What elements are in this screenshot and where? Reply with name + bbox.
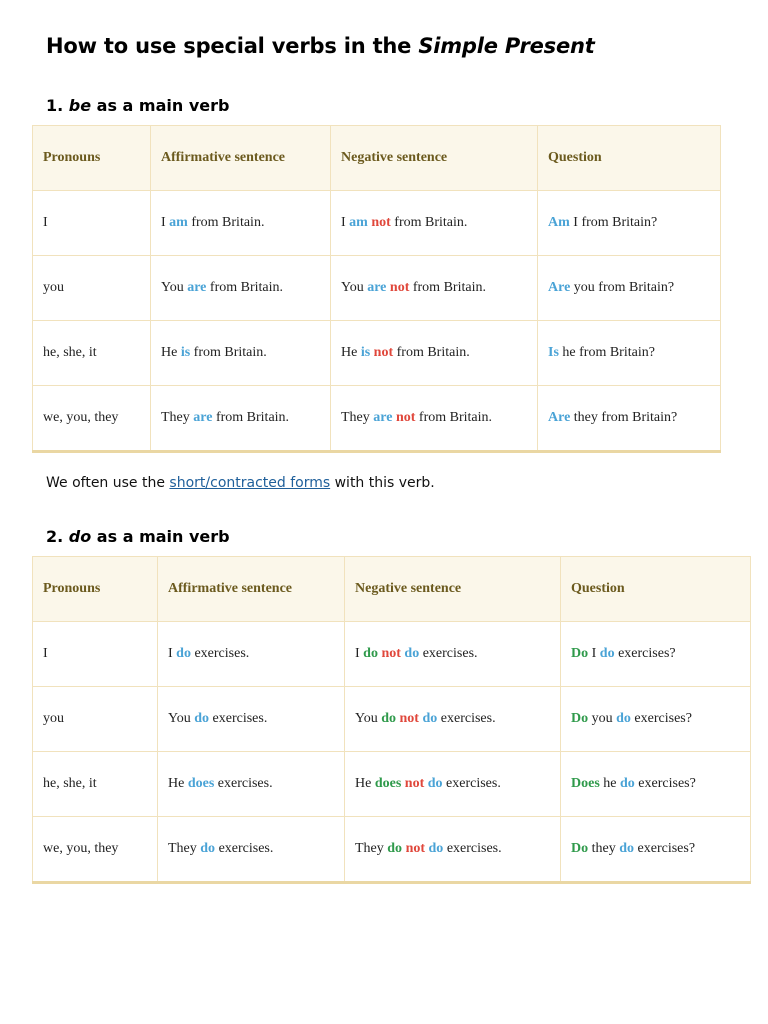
highlighted-word: is bbox=[360, 345, 371, 360]
sentence-text: from Britain. bbox=[409, 280, 486, 295]
question-cell bbox=[538, 256, 721, 321]
highlighted-word: Am bbox=[548, 215, 570, 230]
section-heading-be bbox=[46, 96, 229, 115]
table-row bbox=[33, 256, 721, 321]
section-verb: be bbox=[68, 96, 92, 115]
highlighted-word: do bbox=[194, 711, 210, 726]
header-negative: Negative sentence bbox=[331, 126, 538, 191]
sentence-text: you bbox=[588, 711, 617, 726]
highlighted-word: do bbox=[599, 646, 615, 661]
highlighted-word: does bbox=[374, 776, 402, 791]
highlighted-word: do bbox=[381, 711, 397, 726]
highlighted-word: Does bbox=[571, 776, 600, 791]
sentence-text: they bbox=[588, 841, 620, 856]
sentence-text: You bbox=[168, 711, 195, 726]
sentence-text: you from Britain? bbox=[570, 280, 675, 295]
pronoun-cell: I bbox=[33, 191, 151, 256]
pronoun-cell: he, she, it bbox=[33, 321, 151, 386]
sentence-text: They bbox=[161, 410, 194, 425]
sentence-text: They bbox=[355, 841, 388, 856]
affirmative-cell bbox=[151, 191, 331, 256]
sentence-text: exercises? bbox=[614, 646, 676, 661]
table-row bbox=[33, 321, 721, 386]
header-pronouns: Pronouns bbox=[33, 557, 158, 622]
highlighted-word: not bbox=[399, 711, 419, 726]
highlighted-word: do bbox=[200, 841, 216, 856]
affirmative-cell bbox=[158, 622, 345, 687]
negative-cell bbox=[331, 386, 538, 452]
affirmative-cell bbox=[158, 687, 345, 752]
highlighted-word: are bbox=[373, 410, 393, 425]
affirmative-cell bbox=[151, 386, 331, 452]
sentence-text: exercises. bbox=[215, 841, 274, 856]
sentence-text: exercises. bbox=[209, 711, 268, 726]
highlighted-word: not bbox=[371, 215, 391, 230]
sentence-text: I bbox=[161, 215, 170, 230]
sentence-text: from Britain. bbox=[393, 345, 470, 360]
pronoun-cell: you bbox=[33, 256, 151, 321]
highlighted-word: do bbox=[404, 646, 420, 661]
highlighted-word: Do bbox=[571, 841, 589, 856]
table-header-row bbox=[33, 557, 751, 622]
highlighted-word: not bbox=[405, 841, 426, 856]
question-cell bbox=[561, 752, 751, 817]
table-row bbox=[33, 817, 751, 883]
page-title bbox=[46, 34, 595, 58]
highlighted-word: are bbox=[193, 410, 213, 425]
negative-cell bbox=[331, 256, 538, 321]
sentence-text: he from Britain? bbox=[558, 345, 655, 360]
highlighted-word: is bbox=[180, 345, 191, 360]
sentence-text: from Britain. bbox=[415, 410, 493, 425]
do-verb-table bbox=[32, 556, 751, 884]
pronoun-cell: we, you, they bbox=[33, 386, 151, 452]
pronoun-cell: you bbox=[33, 687, 158, 752]
highlighted-word: do bbox=[427, 776, 443, 791]
highlighted-word: do bbox=[422, 711, 438, 726]
negative-cell bbox=[345, 817, 561, 883]
affirmative-cell bbox=[151, 321, 331, 386]
note-after: with this verb. bbox=[330, 475, 435, 491]
sentence-text: exercises? bbox=[630, 711, 692, 726]
highlighted-word: do bbox=[363, 646, 378, 661]
highlighted-word: Do bbox=[571, 646, 589, 661]
highlighted-word: do bbox=[616, 711, 631, 726]
section-number: 1. bbox=[46, 96, 69, 115]
highlighted-word: are bbox=[367, 280, 387, 295]
table-row bbox=[33, 752, 751, 817]
sentence-text: from Britain. bbox=[206, 280, 284, 295]
highlighted-word: Is bbox=[548, 345, 559, 360]
sentence-text: he bbox=[599, 776, 620, 791]
sentence-text: exercises. bbox=[419, 646, 478, 661]
sentence-text: they from Britain? bbox=[570, 410, 678, 425]
note-before: We often use the bbox=[46, 475, 170, 491]
sentence-text: He bbox=[168, 776, 188, 791]
pronoun-cell: we, you, they bbox=[33, 817, 158, 883]
sentence-text: I bbox=[355, 646, 364, 661]
highlighted-word: not bbox=[395, 410, 416, 425]
header-negative: Negative sentence bbox=[345, 557, 561, 622]
header-pronouns: Pronouns bbox=[33, 126, 151, 191]
sentence-text: They bbox=[168, 841, 201, 856]
highlighted-word: not bbox=[389, 280, 410, 295]
highlighted-word: are bbox=[187, 280, 207, 295]
negative-cell bbox=[331, 191, 538, 256]
highlighted-word: am bbox=[349, 215, 368, 230]
sentence-text: exercises. bbox=[443, 841, 502, 856]
highlighted-word: do bbox=[428, 841, 444, 856]
short-contracted-forms-link[interactable]: short/contracted forms bbox=[169, 475, 331, 491]
sentence-text: He bbox=[341, 345, 361, 360]
highlighted-word: not bbox=[404, 776, 425, 791]
highlighted-word: do bbox=[387, 841, 403, 856]
negative-cell bbox=[345, 752, 561, 817]
highlighted-word: Are bbox=[548, 280, 571, 295]
section-heading-rest: as a main verb bbox=[91, 96, 230, 115]
section-verb: do bbox=[68, 527, 92, 546]
sentence-text: You bbox=[341, 280, 368, 295]
negative-cell bbox=[345, 622, 561, 687]
affirmative-cell bbox=[151, 256, 331, 321]
affirmative-cell bbox=[158, 817, 345, 883]
table-row bbox=[33, 687, 751, 752]
sentence-text: I bbox=[588, 646, 600, 661]
highlighted-word: do bbox=[620, 776, 635, 791]
highlighted-word: Are bbox=[548, 410, 571, 425]
pronoun-cell: I bbox=[33, 622, 158, 687]
sentence-text: He bbox=[355, 776, 375, 791]
sentence-text: I from Britain? bbox=[569, 215, 658, 230]
question-cell bbox=[538, 321, 721, 386]
sentence-text: from Britain. bbox=[187, 215, 265, 230]
header-question: Question bbox=[538, 126, 721, 191]
table-row bbox=[33, 386, 721, 452]
affirmative-cell bbox=[158, 752, 345, 817]
be-verb-table bbox=[32, 125, 721, 453]
highlighted-word: am bbox=[169, 215, 188, 230]
question-cell bbox=[538, 386, 721, 452]
negative-cell bbox=[331, 321, 538, 386]
sentence-text: exercises. bbox=[437, 711, 496, 726]
question-cell bbox=[561, 622, 751, 687]
highlighted-word: not bbox=[373, 345, 394, 360]
highlighted-word: does bbox=[187, 776, 215, 791]
question-cell bbox=[561, 687, 751, 752]
header-affirmative: Affirmative sentence bbox=[151, 126, 331, 191]
highlighted-word: do bbox=[176, 646, 191, 661]
sentence-text: He bbox=[161, 345, 181, 360]
sentence-text: You bbox=[355, 711, 382, 726]
section-heading-do bbox=[46, 527, 230, 546]
table-row bbox=[33, 191, 721, 256]
table-header-row bbox=[33, 126, 721, 191]
question-cell bbox=[561, 817, 751, 883]
sentence-text: from Britain. bbox=[190, 345, 267, 360]
highlighted-word: not bbox=[381, 646, 401, 661]
sentence-text: from Britain. bbox=[390, 215, 468, 230]
page-title-prefix: How to use special verbs in the bbox=[46, 34, 419, 58]
highlighted-word: do bbox=[619, 841, 635, 856]
page-title-emphasis: Simple Present bbox=[418, 34, 595, 58]
sentence-text: They bbox=[341, 410, 374, 425]
sentence-text: exercises. bbox=[442, 776, 501, 791]
sentence-text: exercises? bbox=[634, 841, 696, 856]
question-cell bbox=[538, 191, 721, 256]
section-number: 2. bbox=[46, 527, 69, 546]
highlighted-word: Do bbox=[571, 711, 589, 726]
pronoun-cell: he, she, it bbox=[33, 752, 158, 817]
sentence-text: I bbox=[341, 215, 350, 230]
table-row bbox=[33, 622, 751, 687]
sentence-text: You bbox=[161, 280, 188, 295]
section-heading-rest: as a main verb bbox=[91, 527, 230, 546]
negative-cell bbox=[345, 687, 561, 752]
sentence-text: from Britain. bbox=[212, 410, 290, 425]
header-question: Question bbox=[561, 557, 751, 622]
header-affirmative: Affirmative sentence bbox=[158, 557, 345, 622]
contracted-forms-note bbox=[46, 475, 435, 491]
sentence-text: exercises? bbox=[634, 776, 696, 791]
sentence-text: exercises. bbox=[214, 776, 273, 791]
sentence-text: I bbox=[168, 646, 177, 661]
sentence-text: exercises. bbox=[190, 646, 250, 661]
